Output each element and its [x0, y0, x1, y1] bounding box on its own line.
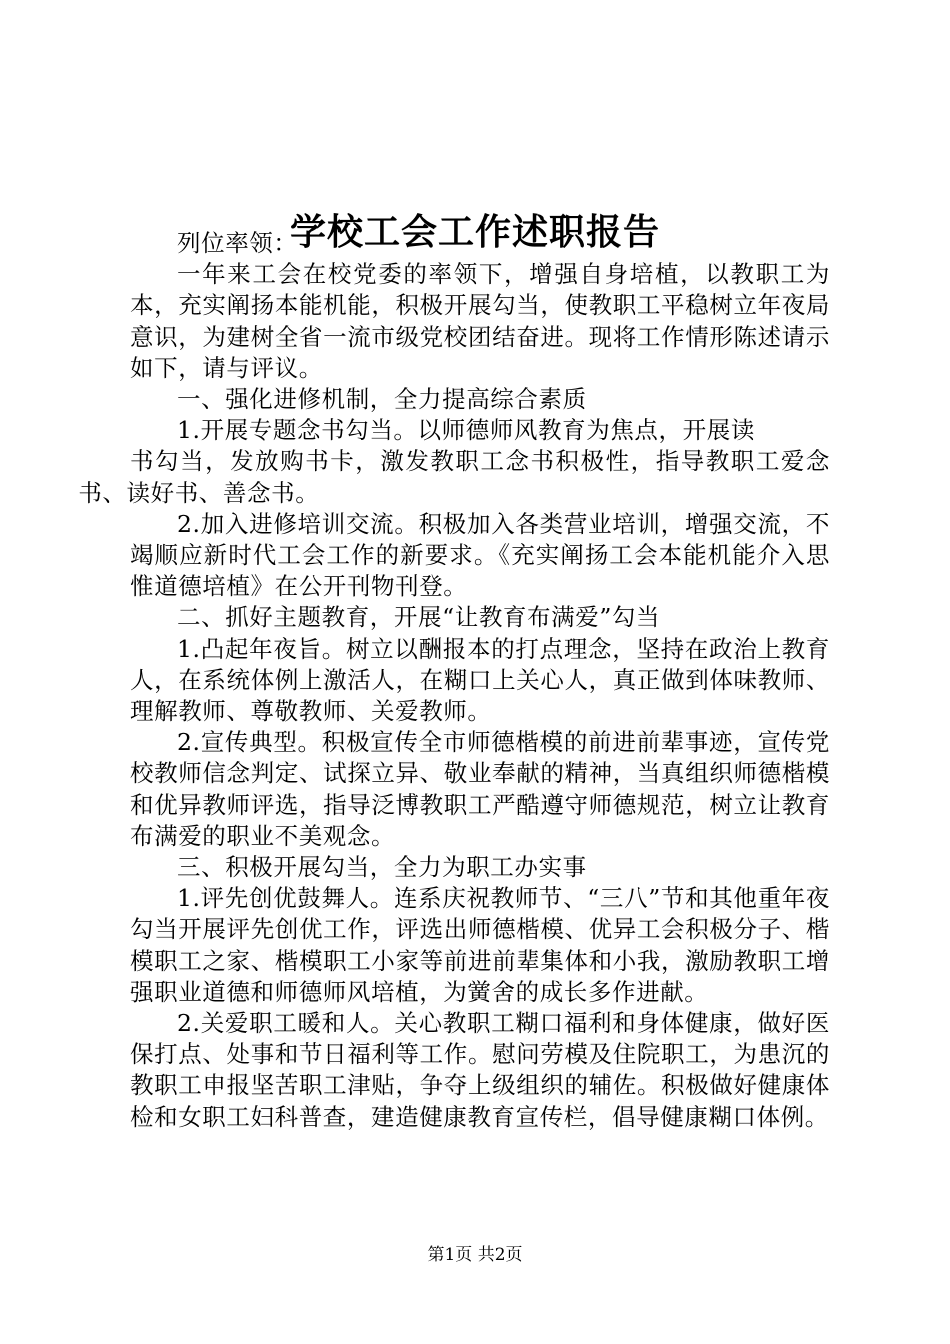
- paragraph-3-1: 1.评先创优鼓舞人。连系庆祝教师节、“三八”节和其他重年夜勾当开展评先创优工作，评选出师德楷模、优异工会积极分子、楷模职工之家、楷模职工小家等前进前辈集体和小我，激励教职工增强职业道德和师德师风培植，为黉舍的成长多作进献。: [130, 884, 830, 1006]
- section-heading-2: 二、抓好主题教育，开展“让教育布满爱”勾当: [177, 603, 661, 632]
- paragraph-1-1-start: 1.开展专题念书勾当。以师德师风教育为焦点，开展读: [177, 416, 755, 445]
- paragraph-intro: 一年来工会在校党委的率领下，增强自身培植，以教职工为本，充实阐扬本能机能，积极开展勾当，使教职工平稳树立年夜局意识，为建树全省一流市级党校团结奋进。现将工作情形陈述请示如下，请与评议。: [130, 260, 830, 382]
- paragraph-1-1-continued: 书勾当，发放购书卡，激发教职工念书积极性，指导教职工爱念书、读好书、善念书。: [78, 447, 830, 507]
- paragraph-2-2: 2.宣传典型。积极宣传全市师德楷模的前进前辈事迹，宣传党校教师信念判定、试探立异、敬业奉献的精神，当真组织师德楷模和优异教师评选，指导泛博教职工严酷遵守师德规范，树立让教育布满爱的职业不美观念。: [130, 728, 830, 850]
- page-footer: [0, 1243, 950, 1267]
- section-heading-1: 一、强化进修机制，全力提高综合素质: [177, 385, 587, 414]
- page-total: 共2页: [477, 1245, 523, 1265]
- paragraph-2-1: 1.凸起年夜旨。树立以酬报本的打点理念，坚持在政治上教育人，在系统体例上激活人，在糊口上关心人，真正做到体味教师、理解教师、尊敬教师、关爱教师。: [130, 634, 830, 726]
- page-number: 第1页: [427, 1245, 473, 1265]
- section-heading-3: 三、积极开展勾当，全力为职工办实事: [177, 853, 587, 882]
- salutation: 列位率领：: [177, 229, 298, 257]
- document-body: [78, 228, 830, 1133]
- document-title: 学校工会工作述职报告: [289, 211, 660, 254]
- paragraph-1-2: 2.加入进修培训交流。积极加入各类营业培训，增强交流，不竭顺应新时代工会工作的新要求。《充实阐扬工会本能机能介入思惟道德培植》在公开刊物刊登。: [130, 509, 830, 601]
- paragraph-3-2: 2.关爱职工暖和人。关心教职工糊口福利和身体健康，做好医保打点、处事和节日福利等工作。慰问劳模及住院职工，为患沉的教职工申报坚苦职工津贴，争夺上级组织的辅佐。积极做好健康体检和女职工妇科普查，建造健康教育宣传栏，倡导健康糊口体例。: [130, 1009, 830, 1131]
